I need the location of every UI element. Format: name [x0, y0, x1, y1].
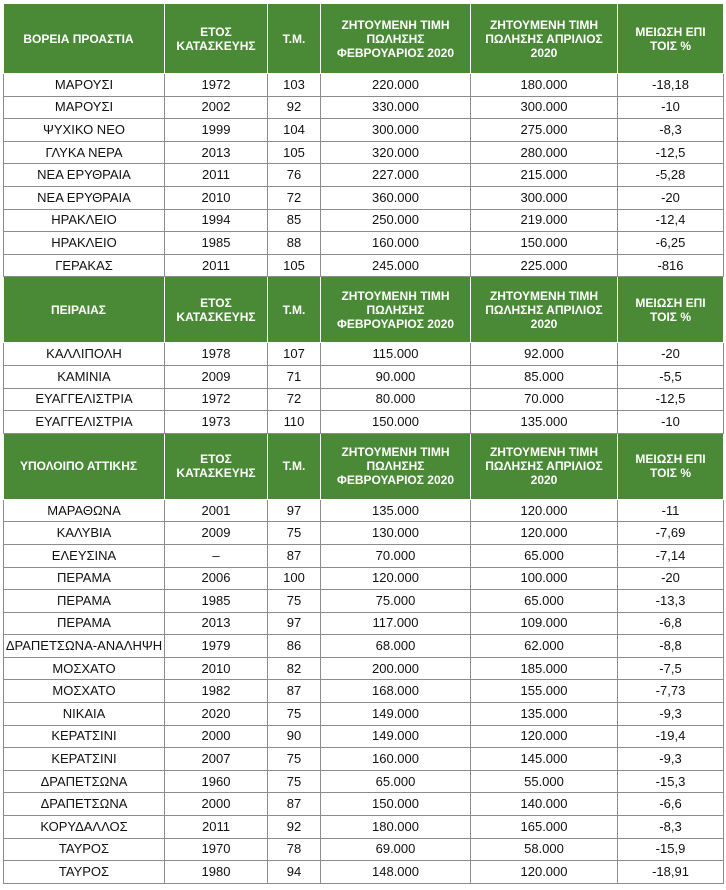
- table-row: [4, 164, 724, 187]
- year-cell: 2007: [165, 748, 268, 771]
- year-cell: 1978: [165, 343, 268, 366]
- decrease-cell: -11: [618, 499, 724, 522]
- year-cell: 2010: [165, 657, 268, 680]
- price-apr-cell: 92.000: [471, 343, 618, 366]
- sqm-cell: 97: [268, 499, 321, 522]
- area-cell: ΓΕΡΑΚΑΣ: [4, 254, 165, 277]
- price-apr-cell: 120.000: [471, 725, 618, 748]
- decrease-cell: -12,5: [618, 141, 724, 164]
- year-cell: 1979: [165, 635, 268, 658]
- year-cell: 1994: [165, 209, 268, 232]
- price-apr-cell: 145.000: [471, 748, 618, 771]
- price-feb-cell: 168.000: [321, 680, 471, 703]
- area-cell: ΠΕΡΑΜΑ: [4, 590, 165, 613]
- price-apr-cell: 100.000: [471, 567, 618, 590]
- decrease-cell: -20: [618, 567, 724, 590]
- decrease-cell: -19,4: [618, 725, 724, 748]
- price-feb-cell: 227.000: [321, 164, 471, 187]
- decrease-header: ΜΕΙΩΣΗ ΕΠΙ ΤΟΙΣ %: [618, 433, 724, 499]
- price-apr-cell: 300.000: [471, 96, 618, 119]
- decrease-cell: -13,3: [618, 590, 724, 613]
- price-feb-cell: 65.000: [321, 770, 471, 793]
- section-title: ΠΕΙΡΑΙΑΣ: [4, 277, 165, 343]
- area-cell: ΝΙΚΑΙΑ: [4, 703, 165, 726]
- year-cell: 2011: [165, 816, 268, 839]
- price-feb-cell: 149.000: [321, 725, 471, 748]
- price-feb-cell: 75.000: [321, 590, 471, 613]
- table-row: [4, 567, 724, 590]
- year-cell: 1972: [165, 74, 268, 97]
- price-feb-header: ΖΗΤΟΥΜΕΝΗ ΤΙΜΗ ΠΩΛΗΣΗΣ ΦΕΒΡΟΥΑΡΙΟΣ 2020: [321, 4, 471, 74]
- area-cell: ΕΥΑΓΓΕΛΙΣΤΡΙΑ: [4, 388, 165, 411]
- area-cell: ΗΡΑΚΛΕΙΟ: [4, 232, 165, 255]
- table-row: [4, 793, 724, 816]
- sqm-cell: 105: [268, 141, 321, 164]
- table-row: [4, 388, 724, 411]
- area-cell: ΜΑΡΟΥΣΙ: [4, 74, 165, 97]
- area-cell: ΚΕΡΑΤΣΙΝΙ: [4, 725, 165, 748]
- decrease-cell: -8,3: [618, 119, 724, 142]
- area-cell: ΔΡΑΠΕΤΣΩΝΑ: [4, 793, 165, 816]
- sqm-cell: 107: [268, 343, 321, 366]
- price-feb-cell: 320.000: [321, 141, 471, 164]
- table-row: [4, 74, 724, 97]
- price-apr-cell: 65.000: [471, 544, 618, 567]
- sqm-cell: 87: [268, 680, 321, 703]
- price-apr-cell: 58.000: [471, 838, 618, 861]
- sqm-cell: 86: [268, 635, 321, 658]
- price-feb-cell: 180.000: [321, 816, 471, 839]
- sqm-cell: 75: [268, 522, 321, 545]
- decrease-header: ΜΕΙΩΣΗ ΕΠΙ ΤΟΙΣ %: [618, 277, 724, 343]
- table-row: [4, 657, 724, 680]
- area-cell: ΗΡΑΚΛΕΙΟ: [4, 209, 165, 232]
- year-cell: 1999: [165, 119, 268, 142]
- decrease-cell: -5,5: [618, 365, 724, 388]
- year-cell: 1970: [165, 838, 268, 861]
- decrease-cell: -12,5: [618, 388, 724, 411]
- price-apr-cell: 65.000: [471, 590, 618, 613]
- price-feb-header: ΖΗΤΟΥΜΕΝΗ ΤΙΜΗ ΠΩΛΗΣΗΣ ΦΕΒΡΟΥΑΡΙΟΣ 2020: [321, 277, 471, 343]
- decrease-cell: -8,3: [618, 816, 724, 839]
- area-cell: ΠΕΡΑΜΑ: [4, 567, 165, 590]
- decrease-cell: -15,3: [618, 770, 724, 793]
- area-cell: ΝΕΑ ΕΡΥΘΡΑΙΑ: [4, 164, 165, 187]
- decrease-cell: -12,4: [618, 209, 724, 232]
- sqm-cell: 97: [268, 612, 321, 635]
- price-feb-cell: 150.000: [321, 411, 471, 434]
- table-row: [4, 209, 724, 232]
- year-cell: 1973: [165, 411, 268, 434]
- sqm-cell: 87: [268, 793, 321, 816]
- decrease-cell: -5,28: [618, 164, 724, 187]
- table-row: [4, 816, 724, 839]
- section-title: ΥΠΟΛΟΙΠΟ ΑΤΤΙΚΗΣ: [4, 433, 165, 499]
- price-feb-cell: 68.000: [321, 635, 471, 658]
- area-cell: ΚΑΜΙΝΙΑ: [4, 365, 165, 388]
- area-cell: ΔΡΑΠΕΤΣΩΝΑ-ΑΝΑΛΗΨΗ: [4, 635, 165, 658]
- price-apr-header: ΖΗΤΟΥΜΕΝΗ ΤΙΜΗ ΠΩΛΗΣΗΣ ΑΠΡΙΛΙΟΣ 2020: [471, 4, 618, 74]
- price-feb-cell: 69.000: [321, 838, 471, 861]
- price-feb-cell: 250.000: [321, 209, 471, 232]
- table-row: [4, 590, 724, 613]
- sqm-header: Τ.Μ.: [268, 4, 321, 74]
- decrease-cell: -816: [618, 254, 724, 277]
- price-feb-cell: 149.000: [321, 703, 471, 726]
- decrease-cell: -6,6: [618, 793, 724, 816]
- price-apr-cell: 85.000: [471, 365, 618, 388]
- sqm-cell: 78: [268, 838, 321, 861]
- price-feb-cell: 120.000: [321, 567, 471, 590]
- price-feb-cell: 160.000: [321, 748, 471, 771]
- decrease-cell: -20: [618, 186, 724, 209]
- table-row: [4, 703, 724, 726]
- year-cell: 1985: [165, 590, 268, 613]
- area-cell: ΚΑΛΛΙΠΟΛΗ: [4, 343, 165, 366]
- section-header-row: [4, 433, 724, 499]
- year-header: ΕΤΟΣ ΚΑΤΑΣΚΕΥΗΣ: [165, 277, 268, 343]
- decrease-cell: -9,3: [618, 748, 724, 771]
- year-cell: 2006: [165, 567, 268, 590]
- year-cell: 2010: [165, 186, 268, 209]
- area-cell: ΜΑΡΑΘΩΝΑ: [4, 499, 165, 522]
- sqm-cell: 87: [268, 544, 321, 567]
- sqm-cell: 92: [268, 816, 321, 839]
- price-apr-cell: 120.000: [471, 861, 618, 884]
- price-feb-header: ΖΗΤΟΥΜΕΝΗ ΤΙΜΗ ΠΩΛΗΣΗΣ ΦΕΒΡΟΥΑΡΙΟΣ 2020: [321, 433, 471, 499]
- area-cell: ΓΛΥΚΑ ΝΕΡΑ: [4, 141, 165, 164]
- area-cell: ΜΟΣΧΑΤΟ: [4, 657, 165, 680]
- decrease-cell: -9,3: [618, 703, 724, 726]
- year-cell: 2013: [165, 612, 268, 635]
- table-row: [4, 680, 724, 703]
- table-row: [4, 770, 724, 793]
- sqm-cell: 75: [268, 748, 321, 771]
- price-feb-cell: 160.000: [321, 232, 471, 255]
- year-cell: 2002: [165, 96, 268, 119]
- table-row: [4, 522, 724, 545]
- price-feb-cell: 220.000: [321, 74, 471, 97]
- sqm-cell: 76: [268, 164, 321, 187]
- price-apr-cell: 155.000: [471, 680, 618, 703]
- table-row: [4, 861, 724, 884]
- table-row: [4, 635, 724, 658]
- table-row: [4, 612, 724, 635]
- price-apr-cell: 150.000: [471, 232, 618, 255]
- table-row: [4, 499, 724, 522]
- price-apr-cell: 120.000: [471, 499, 618, 522]
- year-cell: 1960: [165, 770, 268, 793]
- sqm-cell: 72: [268, 186, 321, 209]
- year-cell: 2001: [165, 499, 268, 522]
- year-cell: 2000: [165, 725, 268, 748]
- year-cell: 2013: [165, 141, 268, 164]
- price-apr-cell: 185.000: [471, 657, 618, 680]
- table-row: [4, 365, 724, 388]
- price-feb-cell: 360.000: [321, 186, 471, 209]
- price-apr-cell: 275.000: [471, 119, 618, 142]
- sqm-cell: 75: [268, 703, 321, 726]
- year-cell: 2011: [165, 254, 268, 277]
- year-header: ΕΤΟΣ ΚΑΤΑΣΚΕΥΗΣ: [165, 433, 268, 499]
- price-apr-header: ΖΗΤΟΥΜΕΝΗ ΤΙΜΗ ΠΩΛΗΣΗΣ ΑΠΡΙΛΙΟΣ 2020: [471, 277, 618, 343]
- property-price-table: [3, 3, 724, 884]
- year-header: ΕΤΟΣ ΚΑΤΑΣΚΕΥΗΣ: [165, 4, 268, 74]
- section-header-row: [4, 4, 724, 74]
- sqm-cell: 72: [268, 388, 321, 411]
- year-cell: 2009: [165, 365, 268, 388]
- price-apr-cell: 109.000: [471, 612, 618, 635]
- sqm-cell: 75: [268, 590, 321, 613]
- sqm-cell: 110: [268, 411, 321, 434]
- price-apr-header: ΖΗΤΟΥΜΕΝΗ ΤΙΜΗ ΠΩΛΗΣΗΣ ΑΠΡΙΛΙΟΣ 2020: [471, 433, 618, 499]
- price-feb-cell: 245.000: [321, 254, 471, 277]
- decrease-cell: -10: [618, 96, 724, 119]
- year-cell: 2020: [165, 703, 268, 726]
- decrease-cell: -18,18: [618, 74, 724, 97]
- price-feb-cell: 200.000: [321, 657, 471, 680]
- price-apr-cell: 120.000: [471, 522, 618, 545]
- price-apr-cell: 135.000: [471, 703, 618, 726]
- table-row: [4, 343, 724, 366]
- sqm-cell: 104: [268, 119, 321, 142]
- price-feb-cell: 150.000: [321, 793, 471, 816]
- area-cell: ΕΛΕΥΣΙΝΑ: [4, 544, 165, 567]
- area-cell: ΚΕΡΑΤΣΙΝΙ: [4, 748, 165, 771]
- table-row: [4, 96, 724, 119]
- year-cell: 1980: [165, 861, 268, 884]
- price-apr-cell: 55.000: [471, 770, 618, 793]
- table-row: [4, 838, 724, 861]
- area-cell: ΤΑΥΡΟΣ: [4, 838, 165, 861]
- decrease-cell: -15,9: [618, 838, 724, 861]
- price-apr-cell: 140.000: [471, 793, 618, 816]
- area-cell: ΕΥΑΓΓΕΛΙΣΤΡΙΑ: [4, 411, 165, 434]
- section-title: ΒΟΡΕΙΑ ΠΡΟΑΣΤΙΑ: [4, 4, 165, 74]
- table-row: [4, 544, 724, 567]
- decrease-cell: -7,73: [618, 680, 724, 703]
- sqm-cell: 82: [268, 657, 321, 680]
- price-apr-cell: 135.000: [471, 411, 618, 434]
- sqm-cell: 92: [268, 96, 321, 119]
- sqm-cell: 90: [268, 725, 321, 748]
- table-row: [4, 232, 724, 255]
- price-feb-cell: 148.000: [321, 861, 471, 884]
- decrease-cell: -6,25: [618, 232, 724, 255]
- price-apr-cell: 225.000: [471, 254, 618, 277]
- year-cell: 2009: [165, 522, 268, 545]
- year-cell: 1982: [165, 680, 268, 703]
- sqm-cell: 100: [268, 567, 321, 590]
- table-row: [4, 725, 724, 748]
- price-apr-cell: 180.000: [471, 74, 618, 97]
- price-apr-cell: 215.000: [471, 164, 618, 187]
- price-apr-cell: 300.000: [471, 186, 618, 209]
- price-apr-cell: 70.000: [471, 388, 618, 411]
- table-row: [4, 186, 724, 209]
- decrease-cell: -7,5: [618, 657, 724, 680]
- sqm-header: Τ.Μ.: [268, 277, 321, 343]
- sqm-cell: 88: [268, 232, 321, 255]
- year-cell: 1985: [165, 232, 268, 255]
- decrease-cell: -7,69: [618, 522, 724, 545]
- area-cell: ΜΑΡΟΥΣΙ: [4, 96, 165, 119]
- area-cell: ΜΟΣΧΑΤΟ: [4, 680, 165, 703]
- table-row: [4, 748, 724, 771]
- decrease-cell: -6,8: [618, 612, 724, 635]
- price-feb-cell: 130.000: [321, 522, 471, 545]
- sqm-header: Τ.Μ.: [268, 433, 321, 499]
- price-feb-cell: 135.000: [321, 499, 471, 522]
- sqm-cell: 105: [268, 254, 321, 277]
- table-row: [4, 119, 724, 142]
- price-feb-cell: 115.000: [321, 343, 471, 366]
- sqm-cell: 85: [268, 209, 321, 232]
- price-feb-cell: 80.000: [321, 388, 471, 411]
- sqm-cell: 103: [268, 74, 321, 97]
- decrease-cell: -18,91: [618, 861, 724, 884]
- decrease-header: ΜΕΙΩΣΗ ΕΠΙ ΤΟΙΣ %: [618, 4, 724, 74]
- area-cell: ΨΥΧΙΚΟ ΝΕΟ: [4, 119, 165, 142]
- area-cell: ΠΕΡΑΜΑ: [4, 612, 165, 635]
- price-feb-cell: 90.000: [321, 365, 471, 388]
- price-apr-cell: 62.000: [471, 635, 618, 658]
- decrease-cell: -10: [618, 411, 724, 434]
- area-cell: ΔΡΑΠΕΤΣΩΝΑ: [4, 770, 165, 793]
- year-cell: 1972: [165, 388, 268, 411]
- table-body: [4, 4, 724, 884]
- decrease-cell: -20: [618, 343, 724, 366]
- sqm-cell: 94: [268, 861, 321, 884]
- year-cell: 2011: [165, 164, 268, 187]
- year-cell: 2000: [165, 793, 268, 816]
- price-apr-cell: 219.000: [471, 209, 618, 232]
- area-cell: ΝΕΑ ΕΡΥΘΡΑΙΑ: [4, 186, 165, 209]
- price-feb-cell: 70.000: [321, 544, 471, 567]
- area-cell: ΤΑΥΡΟΣ: [4, 861, 165, 884]
- price-feb-cell: 300.000: [321, 119, 471, 142]
- sqm-cell: 71: [268, 365, 321, 388]
- area-cell: ΚΑΛΥΒΙΑ: [4, 522, 165, 545]
- price-feb-cell: 330.000: [321, 96, 471, 119]
- area-cell: ΚΟΡΥΔΑΛΛΟΣ: [4, 816, 165, 839]
- sqm-cell: 75: [268, 770, 321, 793]
- table-row: [4, 141, 724, 164]
- price-apr-cell: 280.000: [471, 141, 618, 164]
- table-row: [4, 254, 724, 277]
- table-row: [4, 411, 724, 434]
- decrease-cell: -8,8: [618, 635, 724, 658]
- decrease-cell: -7,14: [618, 544, 724, 567]
- price-feb-cell: 117.000: [321, 612, 471, 635]
- price-apr-cell: 165.000: [471, 816, 618, 839]
- section-header-row: [4, 277, 724, 343]
- year-cell: –: [165, 544, 268, 567]
